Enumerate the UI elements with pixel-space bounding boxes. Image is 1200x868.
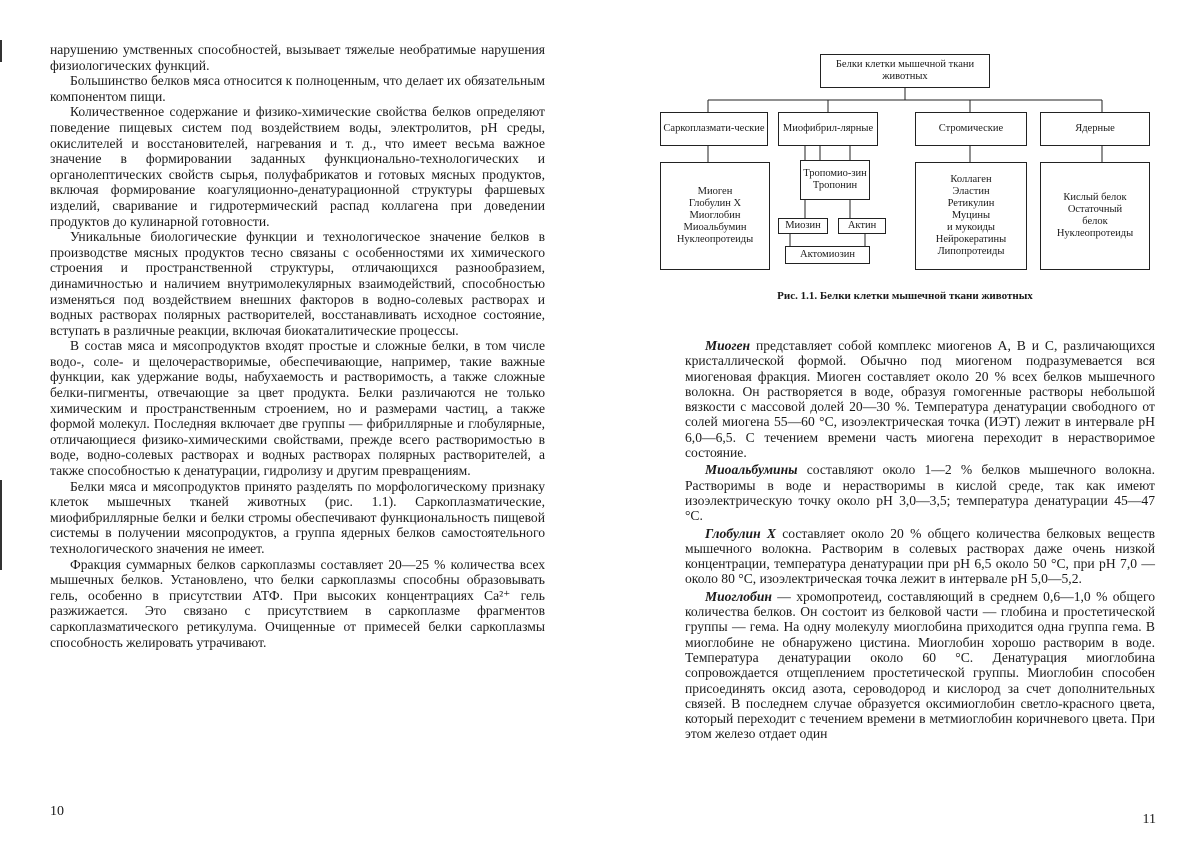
- term: Миоальбумины: [705, 462, 798, 478]
- paragraph-text: составляет около 20 % общего количества белковых веществ мышечного волокна. Растворим в солевых растворах даже очень низкой концентрации, температура денатурации при pH 6,5 около 50 °С, при pH 7,0 — около 80 °С, изоэлектрическая точка лежит в интервале pH 5,0—5,2.: [685, 525, 1155, 587]
- scan-edge-mark: [0, 40, 2, 62]
- diagram-items-text: Актин: [847, 220, 877, 231]
- paragraph-text: — хромопротеид, составляющий в среднем 0,6—1,0 % общего количества белков. Он состоит из белковой части — глобина и простетической группы — гема. На одну молекулу миоглобина приходится одна группа гема. В миоглобине не обнаружено цистина. Миоглобин хорошо растворим в воде. Температура денатурации около 60 °С. Денатурация миоглобина сопровождается отщеплением простетической группы. Миоглобин способен присоединять оксид азота, сероводород и кислород за счет дополнительных связей. В последнем случае образуется оксимиоглобин светло-красного цвета, который переходит с течением времени в метмиоглобин коричневого цвета. При этом железо отдает один: [685, 588, 1155, 742]
- figure-caption: Рис. 1.1. Белки клетки мышечной ткани животных: [777, 290, 1033, 302]
- paragraph: нарушению умственных способностей, вызывает тяжелые необратимые нарушения физиологических функций.: [50, 42, 545, 73]
- right-text-column: [685, 338, 1155, 744]
- diagram-items-box: [785, 246, 870, 264]
- paragraph: [685, 462, 1155, 523]
- diagram-category-label: Стромические: [938, 123, 1004, 134]
- diagram-category-box: [915, 112, 1027, 146]
- diagram-items-text: Миозин: [785, 220, 821, 231]
- left-text-column: [50, 42, 545, 650]
- scan-edge-mark: [0, 480, 2, 570]
- diagram-category-label: Миофибрил-лярные: [782, 123, 874, 134]
- paragraph-text: составляют около 1—2 % белков мышечного волокна. Растворимы в воде и нерастворимы в кислой среде, так как имеют изоэлектрическую точку около pH 3,0—3,5; температура денатурации 45—47 °С.: [685, 462, 1155, 524]
- page-number-right: 11: [1142, 812, 1156, 827]
- diagram-items-text: Актомиозин: [800, 249, 855, 260]
- paragraph: Белки мяса и мясопродуктов принято разделять по морфологическому признаку клеток мышечных тканей животных (рис. 1.1). Саркоплазматические, миофибриллярные белки и белки стромы обеспечивают функциональность пищевой системы в получении мясопродуктов, а группа ядерных белков самостоятельного технологического значения не имеет.: [50, 478, 545, 556]
- right-page: [600, 0, 1200, 868]
- diagram-items-text: Кислый белок Остаточный белок Нуклеопротеиды: [1056, 192, 1134, 239]
- diagram-items-box: [800, 160, 870, 200]
- term: Глобулин Х: [705, 525, 776, 541]
- diagram-items-box: [660, 162, 770, 270]
- protein-classification-diagram: [660, 50, 1150, 280]
- paragraph-text: представляет собой комплекс миогенов А, В и С, различающихся кристаллической формой. Обычно под миогеном подразумевается вся миогеновая фракция. Миоген составляет около 20 % всех белков мышечного волокна. Он растворяется в воде, образуя гомогенные растворы небольшой вязкости с массовой долей 20—30 %. Температура денатурации свободного от солей миогена 55—60 °С, изоэлектрическая точка (ИЭТ) лежит в интервале pH 6,0—6,5. С течением времени часть миогена переходит в нерастворимое состояние.: [685, 338, 1155, 461]
- paragraph: В состав мяса и мясопродуктов входят простые и сложные белки, в том числе водо-, соле- и щелочерастворимые, обеспечивающие, например, такие важные функции, как удержание воды, набухаемость и растворимость, а также сложные белки-пигменты, отвечающие за цвет продукта. Белки различаются не только химическим и пространственным строением, но и размерами частиц, а также формой молекул. Последняя включает две группы — фибриллярные и глобулярные, отличающиеся физико-химическими свойствами, прежде всего растворимостью в воде, водно-солевых растворах и водных растворах полярных растворителей, а также способностью к денатурации, гидролизу и другим превращениям.: [50, 338, 545, 479]
- diagram-category-box: [778, 112, 878, 146]
- diagram-root-box: [820, 54, 990, 88]
- paragraph: Большинство белков мяса относится к полноценным, что делает их обязательным компонентом пищи.: [50, 73, 545, 104]
- paragraph: [685, 338, 1155, 460]
- diagram-items-box: [778, 218, 828, 234]
- diagram-items-box: [1040, 162, 1150, 270]
- diagram-items-box: [915, 162, 1027, 270]
- diagram-root-label: Белки клетки мышечной ткани животных: [835, 59, 975, 82]
- diagram-category-label: Ядерные: [1075, 123, 1115, 134]
- diagram-category-box: [1040, 112, 1150, 146]
- diagram-items-text: Коллаген Эластин Ретикулин Муцины и мукоиды Нейрокератины Липопротеиды: [935, 174, 1007, 257]
- paragraph: [685, 526, 1155, 587]
- paragraph: Уникальные биологические функции и технологическое значение белков в производстве мясных продуктов тесно связаны с особенностями их химического строения и пространственной структуры, отличающихся разнообразием, динамичностью и наличием внутримолекулярных взаимодействий, способностью изменяться под воздействием внешних факторов в водно-солевых растворах и водных растворах полярных растворителей, восстанавливать исходное состояние, вступать в различные реакции, включая биокаталитические процессы.: [50, 229, 545, 338]
- term: Миоген: [705, 338, 751, 353]
- term: Миоглобин: [705, 588, 772, 604]
- diagram-category-label: Саркоплазмати-ческие: [663, 123, 765, 134]
- page-number-left: 10: [50, 804, 64, 819]
- diagram-items-text: Миоген Глобулин Х Миоглобин Миоальбумин Нуклеопротеиды: [676, 186, 754, 245]
- paragraph: Фракция суммарных белков саркоплазмы составляет 20—25 % количества всех мышечных белков. Установлено, что белки саркоплазмы способны образовывать гель, особенно в присутствии АТФ. При высоких концентрациях Ca²⁺ гель разжижается. Это связано с присутствием в саркоплазме фрагментов саркоплазматического ретикулума. Очищенные от примесей белки саркоплазмы способность желировать утрачивают.: [50, 556, 545, 650]
- paragraph: [685, 589, 1155, 742]
- diagram-items-box: [838, 218, 886, 234]
- diagram-category-box: [660, 112, 768, 146]
- diagram-items-text: Тропомио-зин Тропонин: [803, 168, 867, 191]
- paragraph: Количественное содержание и физико-химические свойства белков определяют поведение пищевых систем под воздействием воды, электролитов, pH среды, окислителей и восстановителей, нагревания и т. д., что имеет весьма важное значение в формировании заданных функционально-технологических и органолептических свойств сырья, полуфабрикатов и готовых мясных продуктов, включая формирование коагуляционно-денатурационной структуры фаршевых изделий, сваривание и гидротермический распад коллагена при доведении продуктов до кулинарной готовности.: [50, 104, 545, 229]
